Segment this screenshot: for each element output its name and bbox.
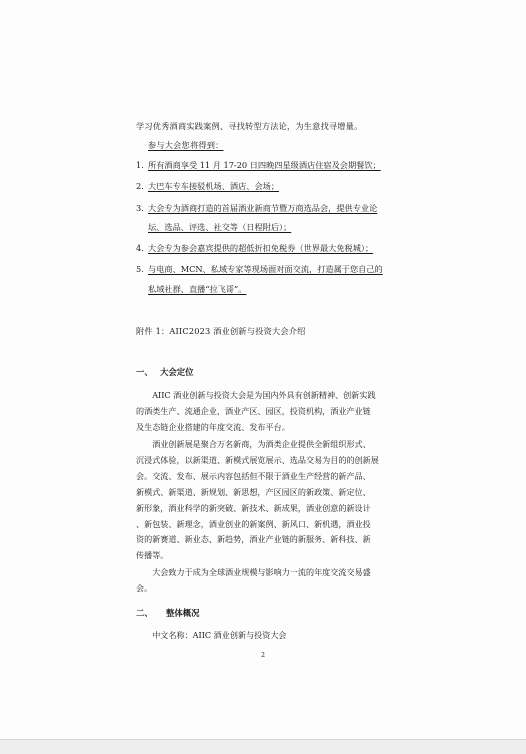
section-heading-1: [136, 366, 194, 378]
list-item: [136, 157, 383, 174]
list-text: 大会专为参会嘉宾提供的超低折扣免税券（世界最大免税城）；: [148, 243, 374, 254]
list-item: [136, 240, 383, 257]
section2-line: [136, 628, 394, 644]
list-number: 5.: [136, 264, 144, 275]
paragraph-line: 资的新赛道、新业态、新趋势，酒业产业链的新服务、新科技、新: [136, 534, 371, 545]
paragraph-line: 新形象，酒业科学的新突破、新技术、新成果，酒业创意的新设计: [136, 502, 371, 513]
section-number: 一、: [136, 367, 153, 377]
list-item: [136, 200, 383, 217]
list-text: 大巴车专车接驳机场、酒店、会场；: [148, 181, 280, 192]
paragraph-line: 的酒类生产、流通企业，酒业产区、园区，投资机构，酒业产业链: [136, 405, 371, 416]
section-heading-2: [136, 607, 200, 619]
list-item-continued: [136, 219, 383, 236]
section-number: 二、: [136, 608, 153, 618]
gains-list: [136, 157, 383, 298]
list-number: 3.: [136, 202, 144, 213]
viewer-bottom-edge: [0, 739, 526, 754]
list-text: 私域社群、直播“拉飞哥”。: [148, 283, 247, 294]
paragraph-line: 及生态链企业搭建的年度交流、发布平台。: [136, 421, 290, 432]
paragraph-line: 、新包装、新理念，酒业创业的新案例、新风口、新机遇，酒业投: [136, 518, 371, 529]
list-text: 大会专为酒商打造的首届酒业新商节暨万商选品会，提供专业论: [148, 202, 378, 213]
paragraph-line: 新模式、新渠道、新规划、新思想，产区园区的新政策、新定位、: [136, 486, 371, 497]
paragraph-line: 大会致力于成为全球酒业规模与影响力一流的年度交流交易盛: [136, 567, 371, 577]
list-number: 2.: [136, 181, 144, 192]
section-title: 大会定位: [160, 367, 194, 377]
paragraph-line: 中文名称：AIIC 酒业创新与投资大会: [136, 630, 287, 640]
list-item-continued: [136, 281, 383, 298]
list-number: 4.: [136, 243, 144, 254]
paragraph-line: 沉浸式体验，以新渠道、新模式展览展示、选品交易为目的的创新展: [136, 454, 379, 465]
gains-heading: 参与大会您将得到：: [148, 140, 224, 150]
paragraph-line: 会。交流、发布、展示内容包括但不限于酒业生产经营的新产品、: [136, 470, 371, 481]
paragraph-line: AIIC 酒业创新与投资大会是为国内外具有创新精神、创新实践: [136, 390, 376, 400]
paragraph-line: 会。: [136, 582, 153, 593]
list-text: 所有酒商享受 11 月 17-20 日四晚四星级酒店住宿及会期餐饮；: [148, 160, 381, 170]
section-title: 整体概况: [166, 608, 200, 618]
list-number: 1.: [136, 160, 144, 170]
section1-para1: [136, 388, 394, 436]
list-item: [136, 178, 383, 195]
section1-para2: [136, 437, 394, 564]
paragraph-line: 酒业创新展是聚合万名新商，为酒类企业提供全新组织形式、: [136, 439, 371, 449]
list-item: [136, 261, 383, 278]
list-text: 与电商、MCN、私域专家等现场面对面交流，打造属于您自己的: [148, 264, 383, 275]
list-text: 坛、选品、评选、社交等（日程附后）；: [148, 221, 292, 232]
page-number: 2: [261, 652, 265, 659]
section1-para3: [136, 565, 394, 597]
attachment-title: 附件 1：AIIC2023 酒业创新与投资大会介绍: [136, 326, 306, 336]
paragraph-line: 传播等。: [136, 550, 169, 561]
intro-line: 学习优秀酒商实践案例、寻找转型方法论，为生意找寻增量。: [136, 121, 363, 131]
